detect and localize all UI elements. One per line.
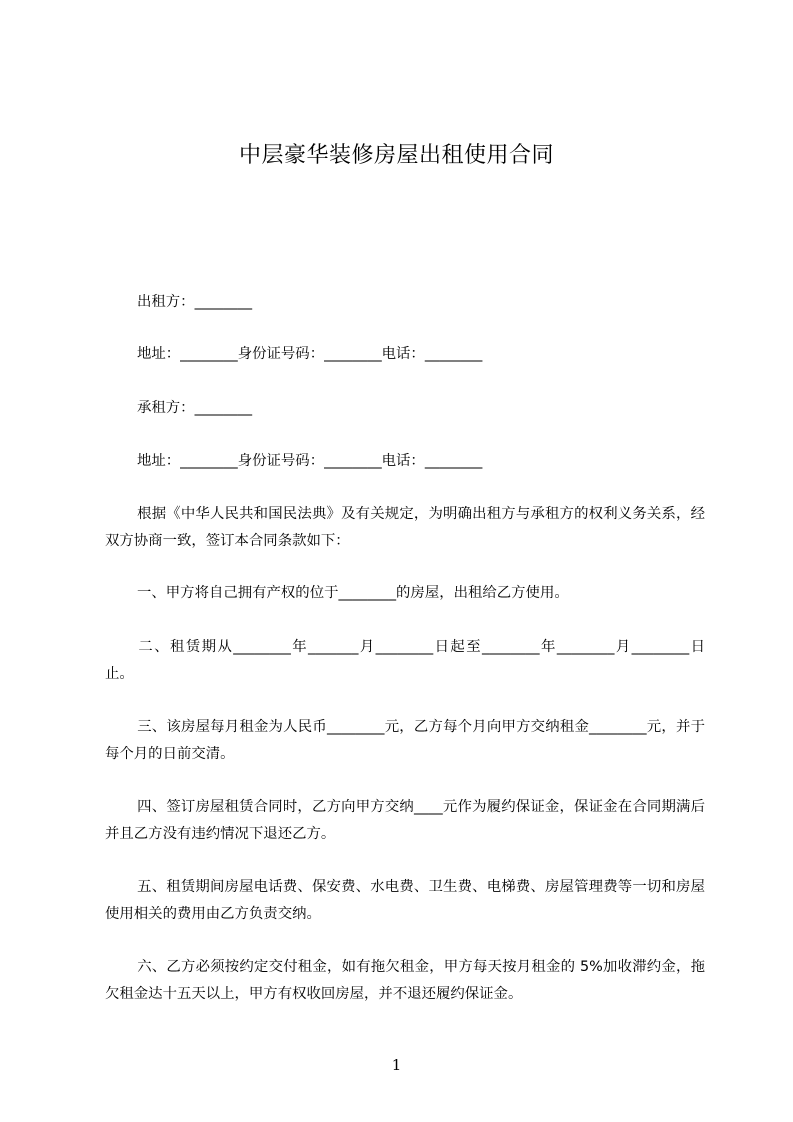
- clause-text: 四、签订房屋租赁合同时，乙方向甲方交纳____元作为履约保证金，保证金在合同期满后并且乙方没有违约情况下退还乙方。: [105, 799, 705, 842]
- preamble-paragraph: [105, 501, 705, 555]
- clause-paragraph: [105, 874, 705, 928]
- clause-text: 六、乙方必须按约定交付租金，如有拖欠租金，甲方每天按月租金的 5%加收滞约金，拖欠租金达十五天以上，甲方有权收回房屋，并不退还履约保证金。: [105, 959, 705, 1002]
- lessor-address-line: 地址：________身份证号码：________电话：________: [137, 346, 483, 362]
- lessee-address-line: 地址：________身份证号码：________电话：________: [137, 453, 483, 469]
- lessee-name-line: 承租方：________: [137, 400, 253, 416]
- clause-text: 一、甲方将自己拥有产权的位于________的房屋，出租给乙方使用。: [137, 585, 569, 601]
- page-number: 1: [391, 1056, 402, 1074]
- clause-paragraph: [105, 634, 705, 688]
- lessor-name-line: 出租方：________: [137, 294, 253, 310]
- clause-paragraph: [105, 794, 705, 848]
- clause-paragraph: [105, 954, 705, 1008]
- clause-text: 三、该房屋每月租金为人民币________元，乙方每个月向甲方交纳租金________元，并于每个月的日前交清。: [105, 719, 705, 762]
- clause-text: 二、租赁期从________年_______月________日起至________年________月________日止。: [105, 639, 705, 682]
- document-title: 中层豪华装修房屋出租使用合同: [238, 143, 554, 168]
- clause-paragraph: [105, 580, 705, 607]
- preamble-text: 根据《中华人民共和国民法典》及有关规定，为明确出租方与承租方的权利义务关系，经双方协商一致，签订本合同条款如下：: [105, 506, 705, 549]
- clause-paragraph: [105, 714, 705, 768]
- clause-text: 五、租赁期间房屋电话费、保安费、水电费、卫生费、电梯费、房屋管理费等一切和房屋使用相关的费用由乙方负责交纳。: [105, 879, 705, 922]
